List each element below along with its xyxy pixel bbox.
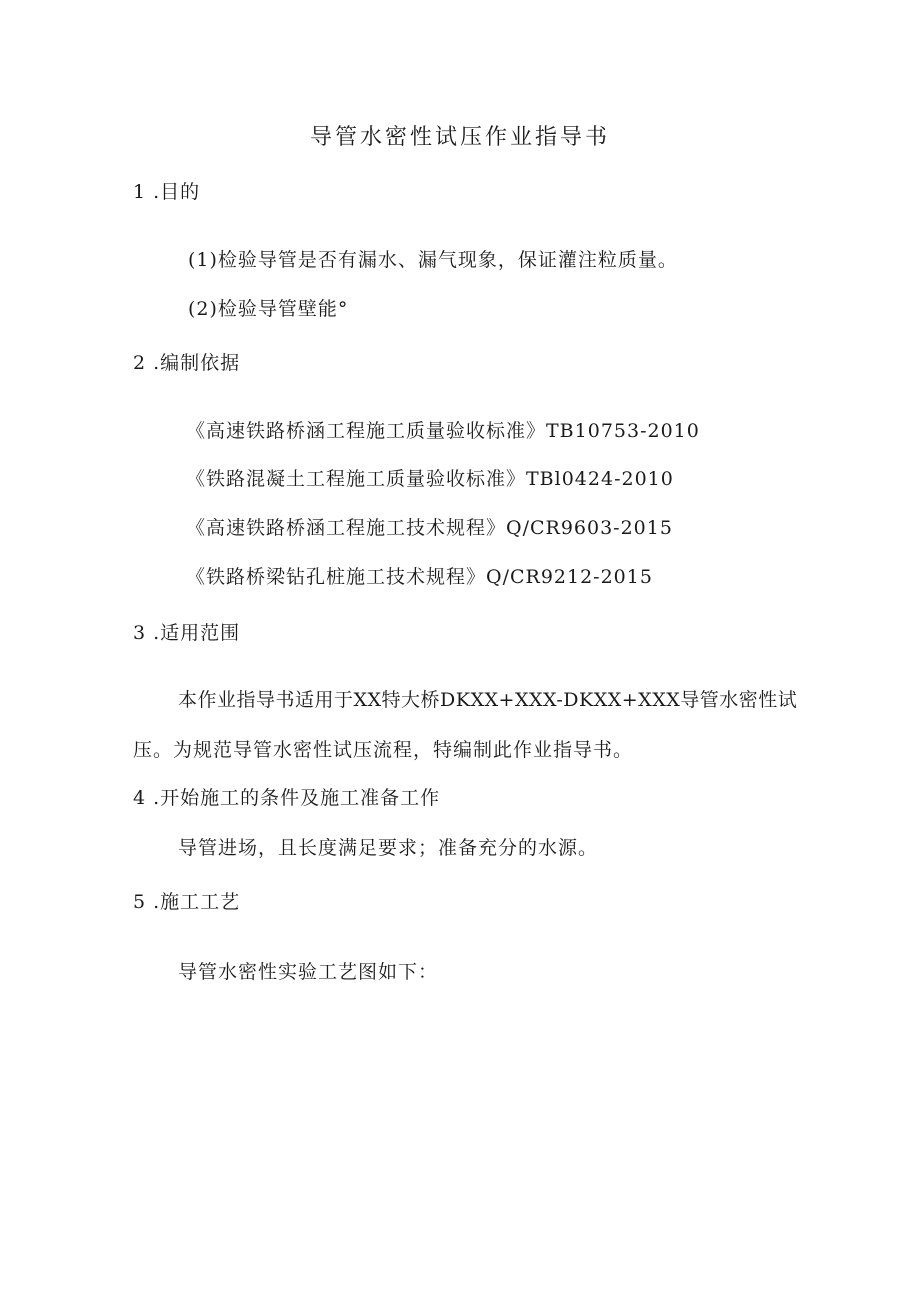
reference-1: 《高速铁路桥涵工程施工质量验收标准》TB10753-2010 xyxy=(186,420,700,442)
document-title: 导管水密性试压作业指导书 xyxy=(309,125,610,150)
section-3-paragraph-line-2: 压。为规范导管水密性试压流程，特编制此作业指导书。 xyxy=(133,739,634,761)
section-2-heading: 2 .编制依据 xyxy=(133,352,241,374)
section-4-paragraph: 导管进场，且长度满足要求；准备充分的水源。 xyxy=(178,837,599,859)
section-1-heading: 1 .目的 xyxy=(133,181,201,203)
section-3-paragraph-line-1: 本作业指导书适用于XX特大桥DKXX+XXX-DKXX+XXX导管水密性试 xyxy=(178,689,798,711)
section-1-item-1: (1)检验导管是否有漏水、漏气现象，保证灌注粒质量。 xyxy=(188,249,678,271)
reference-4: 《铁路桥梁钻孔桩施工技术规程》Q/CR9212-2015 xyxy=(186,566,653,588)
section-1-item-2: (2)检验导管壁能° xyxy=(188,298,349,320)
reference-3: 《高速铁路桥涵工程施工技术规程》Q/CR9603-2015 xyxy=(186,517,673,539)
section-5-paragraph: 导管水密性实验工艺图如下： xyxy=(178,961,439,983)
section-5-heading: 5 .施工工艺 xyxy=(133,891,241,913)
section-4-heading: 4 .开始施工的条件及施工准备工作 xyxy=(133,787,441,809)
section-3-heading: 3 .适用范围 xyxy=(133,622,241,644)
reference-2: 《铁路混凝土工程施工质量验收标准》TBl0424-2010 xyxy=(186,468,674,490)
